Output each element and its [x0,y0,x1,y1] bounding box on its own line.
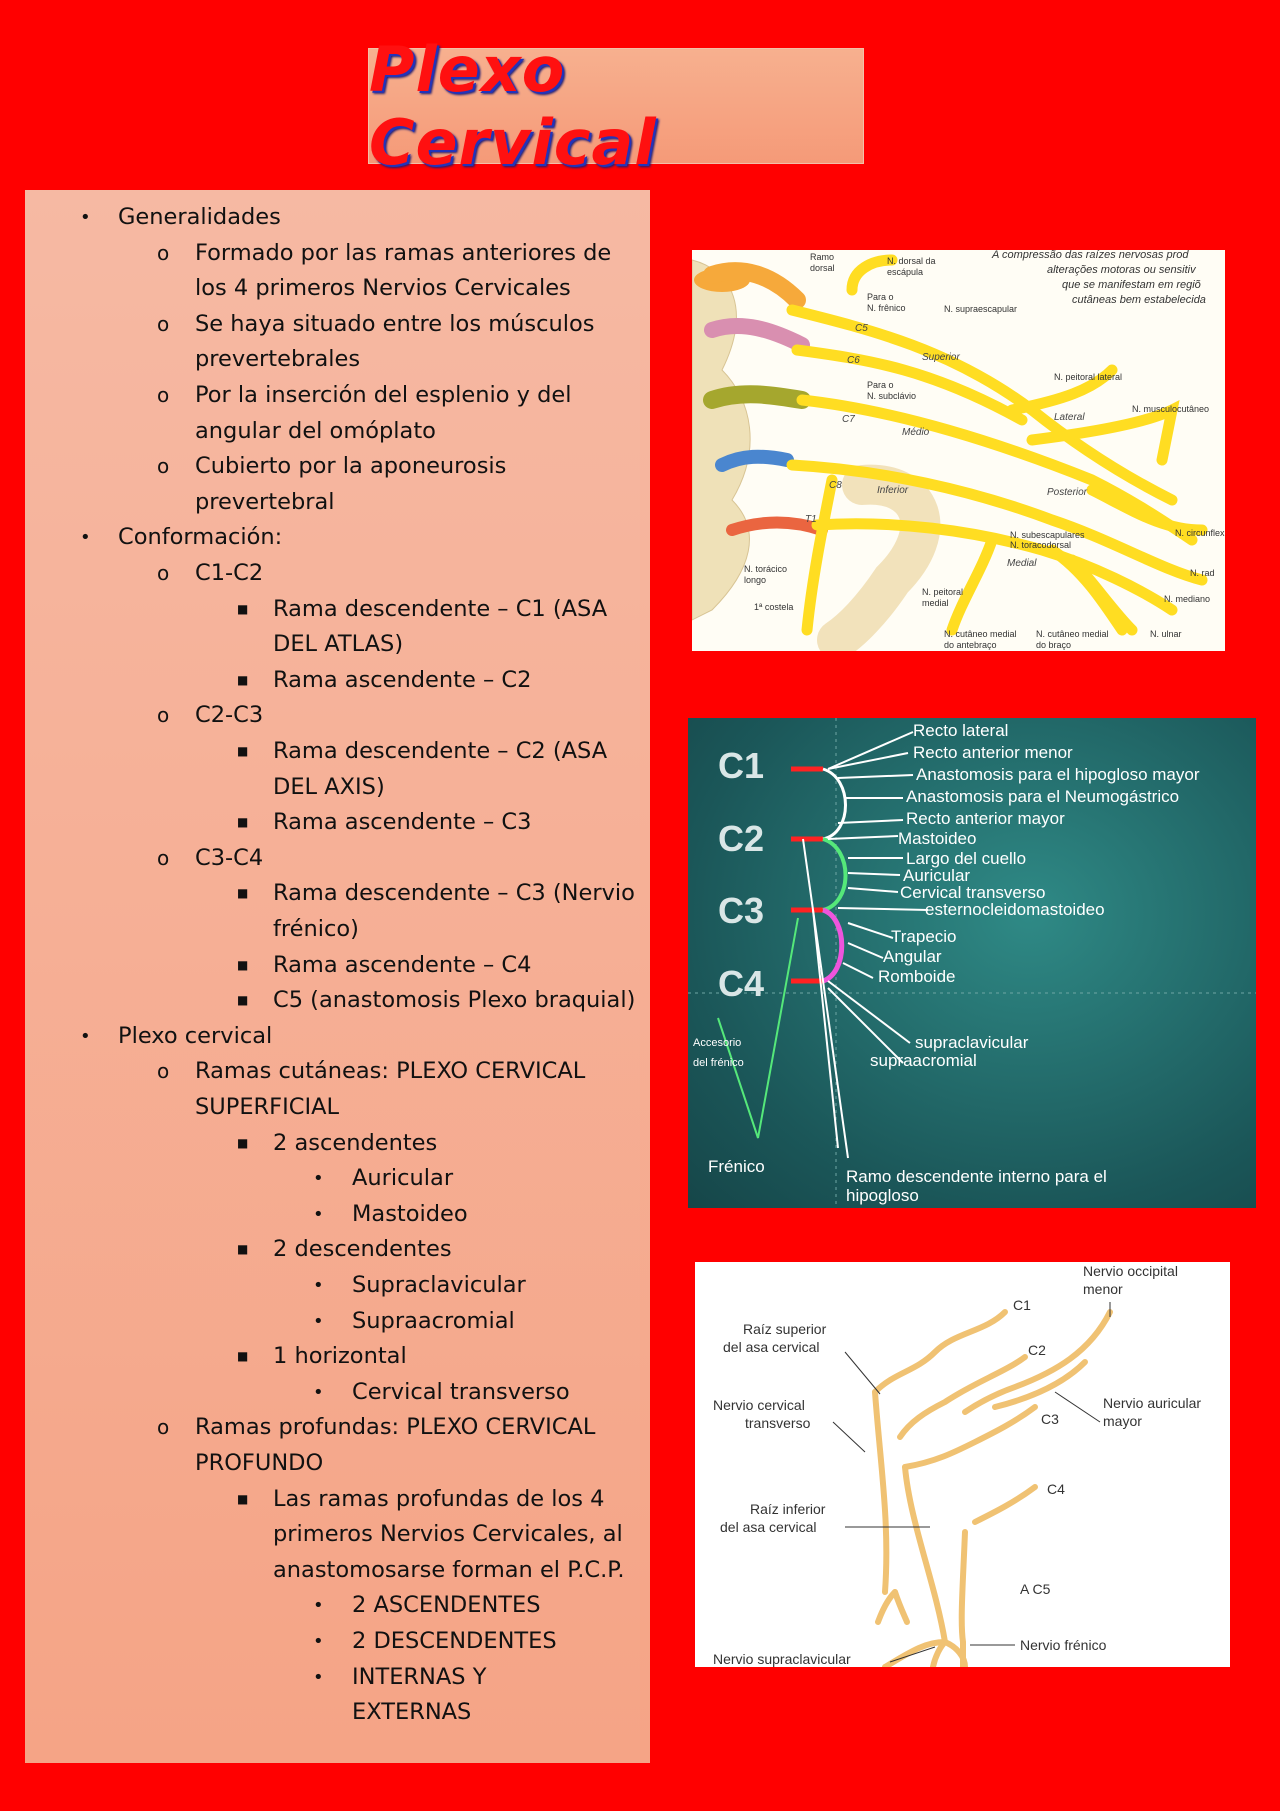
bullet-marker: ■ [237,1242,249,1257]
outline-text: PROFUNDO [195,1450,324,1476]
figure-label: esternocleidomastoideo [925,900,1105,919]
outline-text: EXTERNAS [352,1699,472,1726]
figure-label: C4 [718,963,765,1004]
figure-label: N. supraescapular [944,304,1018,314]
figure-label: Raíz superior [743,1321,827,1337]
figure-label: Ramo [810,252,835,262]
figure-label: Romboide [878,967,956,986]
outline-text: Generalidades [118,204,281,230]
figure-label: Inferior [877,485,909,496]
outline-text: Auricular [352,1165,454,1192]
bullet-marker: • [313,1631,324,1652]
figure-label: Nervio cervical [713,1397,805,1413]
figure-label: Médio [902,427,930,438]
figure-label: Auricular [903,866,971,885]
outline-text: INTERNAS Y [352,1663,487,1690]
bullet-marker: • [313,1168,324,1190]
figure-label: dorsal [810,263,835,273]
figure-label: Mastoideo [898,829,977,848]
figure-label: C7 [842,414,855,425]
figure-label: N. ulnar [1150,629,1182,639]
figure-label: Raíz inferior [750,1501,826,1517]
outline-text: Las ramas profundas de los 4 [273,1485,605,1512]
figure-label: transverso [745,1415,811,1431]
figure-label: Recto anterior mayor [906,809,1065,828]
outline-text: anastomosarse forman el P.C.P. [273,1556,625,1583]
outline-text: Rama ascendente – C2 [273,666,532,693]
title-banner [368,33,864,179]
figure-label: Cervical transverso [900,883,1046,902]
outline-text: DEL AXIS) [273,773,385,800]
figure-label: Accesorio [693,1037,742,1049]
bullet-marker: o [157,1059,170,1084]
figure-label: Largo del cuello [906,849,1027,868]
bullet-marker: o [157,240,170,265]
figure-label: Trapecio [891,927,957,946]
figure-label: do braço [1036,640,1072,650]
figure-label: del frénico [693,1057,744,1069]
outline-text: 2 ASCENDENTES [352,1592,541,1619]
figure-label: Angular [883,947,942,966]
figure-label: 1ª costela [754,602,794,612]
outline-text: los 4 primeros Nervios Cervicales [195,275,571,302]
outline-text: frénico) [273,916,359,942]
bullet-marker: o [157,703,170,728]
brachial-plexus-figure [692,250,1225,651]
figure-label: medial [922,598,949,608]
figure-label: que se manifestam em regiõ [1062,279,1201,291]
figure-label: A compressão das raízes nervosas prod [992,250,1189,261]
figure-label: N. torácico [744,564,788,574]
figure-label: C6 [847,355,860,366]
figure-label: Posterior [1047,487,1088,498]
figure-label: Lateral [1054,412,1085,423]
bullet-marker: o [157,454,170,479]
figure-label: escápula [887,267,924,277]
figure-label: N. subclávio [867,391,917,401]
bullet-marker: • [313,1595,324,1617]
figure-label: N. cutâneo medial [944,629,1017,639]
bullet-marker: ■ [237,672,249,687]
figure-label: Anastomosis para el Neumogástrico [906,787,1180,806]
outline-text: primeros Nervios Cervicales, al [273,1521,623,1548]
bullet-marker: ■ [237,1135,249,1150]
figure-label: Nervio occipital [1083,1263,1178,1279]
bullet-marker: ■ [237,993,249,1008]
bullet-marker: • [313,1203,324,1225]
outline-text: C5 (anastomosis Plexo braquial) [273,987,636,1014]
cervical-plexus-diagram-figure [695,1262,1230,1667]
outline-text: Cervical transverso [352,1378,570,1405]
bullet-marker: ■ [237,1349,249,1364]
figure-label: Anastomosis para el hipogloso mayor [916,765,1200,784]
figure-label: Ramo descendente interno para el [846,1167,1107,1186]
outline-text: Formado por las ramas anteriores de [195,239,612,266]
bullet-marker: o [157,845,170,870]
figure-label: Nervio auricular [1103,1395,1202,1411]
outline-text: Plexo cervical [118,1022,273,1049]
outline-text: C2-C3 [195,702,264,729]
figure-label: T1 [805,514,817,525]
figure-label: C2 [1028,1342,1046,1358]
outline-text: prevertebral [195,488,335,515]
outline-text: Supraclavicular [352,1272,526,1298]
outline-text: C3-C4 [195,844,264,871]
bullet-marker: o [157,561,170,585]
bullet-marker: o [157,383,170,407]
bullet-marker: • [313,1381,324,1403]
outline-text: Ramas profundas: PLEXO CERVICAL [195,1414,596,1441]
figure-label: C8 [829,480,842,491]
figure-label: Recto anterior menor [913,743,1073,762]
outline-text: Por la inserción del esplenio y del [195,382,572,408]
bullet-marker: ■ [237,815,249,830]
outline-text: 1 horizontal [273,1343,407,1370]
figure-label: A C5 [1020,1581,1051,1597]
figure-label: N. peitoral lateral [1054,372,1123,382]
figure-label: C4 [1047,1481,1065,1497]
outline-text: SUPERFICIAL [195,1094,340,1120]
figure-label: mayor [1103,1413,1142,1429]
outline-text: Mastoideo [352,1200,468,1227]
outline-text: prevertebrales [195,346,361,373]
bullet-marker: • [80,527,91,549]
page-title: Plexo Cervical [369,33,657,179]
cervical-plexus-board-figure [688,718,1256,1208]
bullet-marker: • [313,1275,324,1296]
figure-label: N. dorsal da [887,256,936,266]
figure-label: Medial [1007,558,1037,569]
bullet-marker: ■ [237,744,249,758]
figure-label: alterações motoras ou sensitiv [1047,264,1196,276]
figure-label: N. circunflex [1175,528,1225,538]
outline-panel [25,190,650,1763]
figure-label: C3 [718,890,765,931]
figure-label: supraclavicular [915,1033,1029,1052]
figure-label: Nervio supraclavicular [713,1651,851,1667]
figure-label: cutâneas bem estabelecida [1072,294,1206,306]
figure-label: Superior [922,352,960,363]
outline-text: 2 ascendentes [273,1129,438,1156]
figure-label: N. mediano [1164,594,1211,604]
outline-text: Cubierto por la aponeurosis [195,453,507,480]
outline-text: Rama descendente – C3 (Nervio [273,880,635,907]
bullet-marker: ■ [237,886,249,901]
figure-label: N. subescapulares [1010,530,1085,540]
figure-label: Para o [867,292,894,302]
figure-label: longo [744,575,767,585]
figure-label: C3 [1041,1411,1059,1427]
figure-label: N. toracodorsal [1010,540,1072,550]
figure-label: N. frênico [867,303,906,313]
figure-label: N. musculocutâneo [1132,404,1210,414]
outline-text: angular del omóplato [195,417,436,444]
figure-label: Frénico [708,1157,765,1176]
figure-label: Recto lateral [913,721,1009,740]
bullet-marker: o [157,311,170,336]
outline-text: 2 DESCENDENTES [352,1628,557,1654]
figure-label: do antebraço [944,640,997,650]
bullet-marker: ■ [237,601,249,616]
figure-label: Nervio frénico [1020,1637,1107,1653]
outline-text: Rama descendente – C1 (ASA [273,595,608,622]
outline-text: Se haya situado entre los músculos [195,310,595,337]
outline-text: Ramas cutáneas: PLEXO CERVICAL [195,1058,586,1085]
figure-label: C5 [855,323,868,334]
figure-label: N. cutâneo medial [1036,629,1109,639]
figure-label: N. rad [1190,568,1215,578]
bullet-marker: ■ [237,1491,249,1506]
outline-text: Rama descendente – C2 (ASA [273,738,608,764]
figure-label: N. peitoral [922,587,964,597]
outline-text: DEL ATLAS) [273,631,404,658]
outline-text: Rama ascendente – C4 [273,951,532,978]
figure-label: C1 [1013,1297,1031,1313]
bullet-marker: • [80,207,91,228]
figure-label: del asa cervical [720,1519,817,1535]
bullet-marker: ■ [237,957,249,972]
bullet-marker: • [313,1310,324,1332]
bullet-marker: • [80,1025,91,1047]
outline-text: 2 descendentes [273,1236,452,1263]
outline-text: Conformación: [118,524,283,551]
figure-label: C2 [718,818,765,859]
figure-label: menor [1083,1281,1123,1297]
figure-label: Para o [867,380,894,390]
figure-label: C1 [718,745,765,786]
outline-text: C1-C2 [195,560,264,586]
figure-label: supraacromial [870,1051,977,1070]
bullet-marker: o [157,1415,170,1440]
outline-text: Rama ascendente – C3 [273,809,532,836]
figure-label: del asa cervical [723,1339,820,1355]
figure-label: hipogloso [846,1186,919,1205]
outline-text: Supraacromial [352,1307,515,1334]
bullet-marker: • [313,1666,324,1688]
